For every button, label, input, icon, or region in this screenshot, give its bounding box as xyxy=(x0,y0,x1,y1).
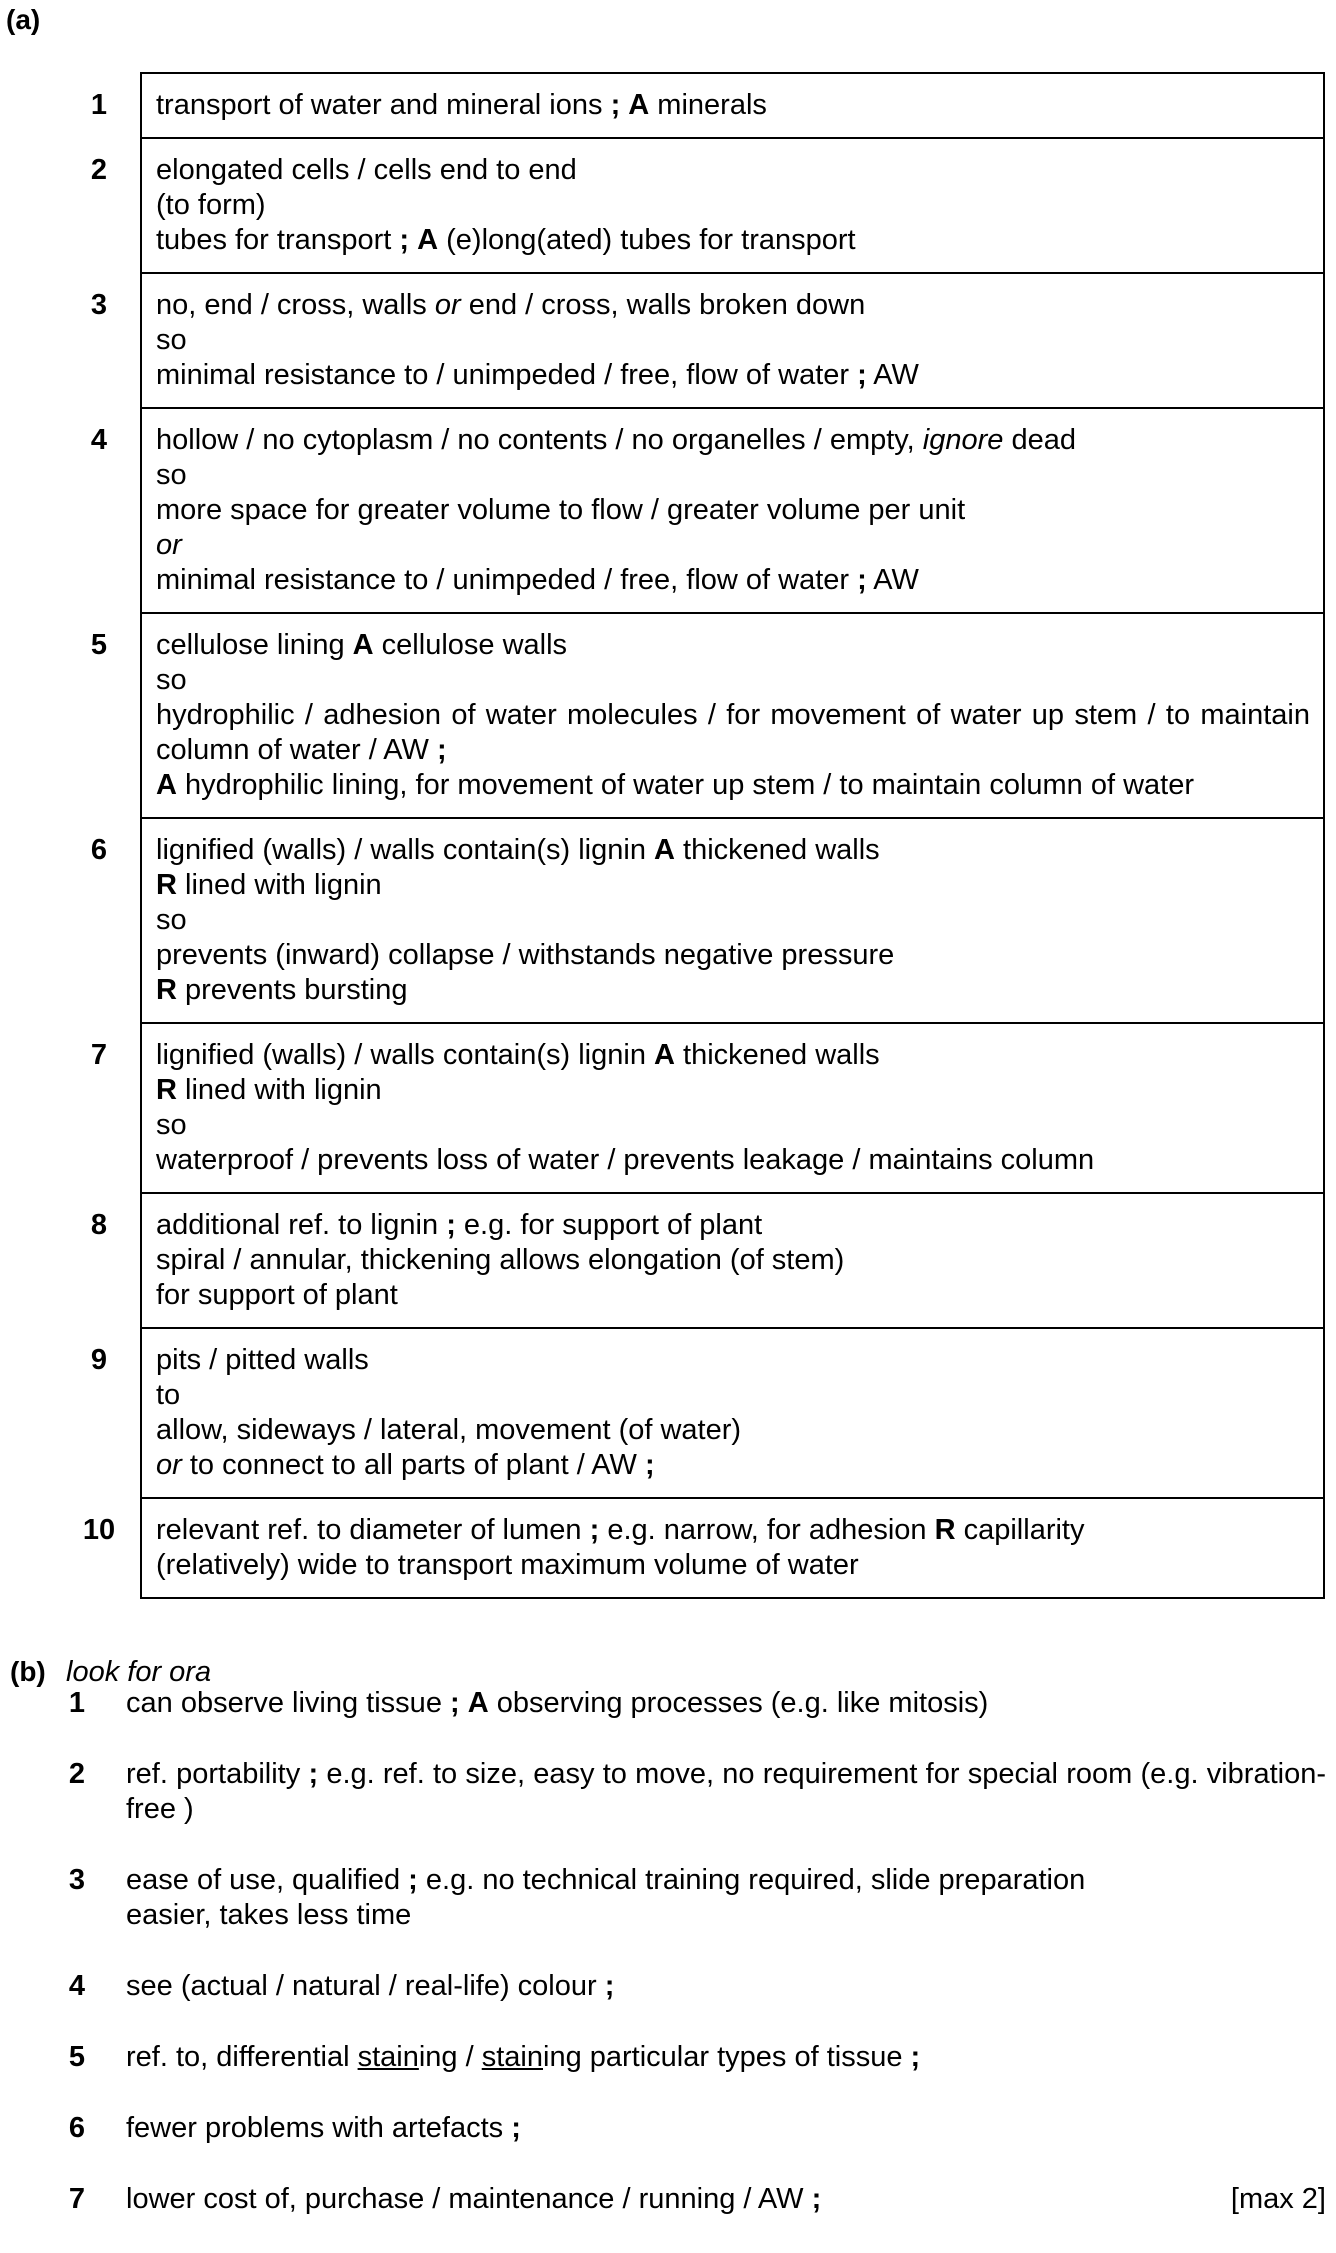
item-number: 4 xyxy=(68,1970,86,2002)
content-line: hydrophilic / adhesion of water molecules / for movement of water up stem / to maintain column of water / AW ; xyxy=(156,699,1310,766)
bold-marker: ; xyxy=(610,89,621,121)
content-line: allow, sideways / lateral, movement (of water) xyxy=(156,1414,742,1446)
list-item xyxy=(62,2040,1326,2075)
content-line: spiral / annular, thickening allows elongation (of stem) xyxy=(156,1244,845,1276)
content-line xyxy=(156,528,1310,563)
content-line: so xyxy=(156,904,187,936)
part-a-label: (a) xyxy=(6,4,41,35)
content-line: prevents (inward) collapse / withstands negative pressure xyxy=(156,939,895,971)
table-row xyxy=(58,138,1324,273)
table-row xyxy=(58,1328,1324,1498)
content-line: more space for greater volume to flow / greater volume per unit xyxy=(156,494,966,526)
content-line: so xyxy=(156,664,187,696)
bold-marker: A xyxy=(417,224,439,256)
mark-scheme-table xyxy=(58,72,1325,1599)
content-line: minimal resistance to / unimpeded / free, flow of water ; AW xyxy=(156,359,919,391)
content-line: cellulose lining A cellulose walls xyxy=(156,629,568,661)
row-number: 8 xyxy=(90,1209,108,1241)
list-item xyxy=(62,1686,1326,1721)
bold-marker: A xyxy=(352,629,374,661)
italic-term: or xyxy=(156,529,182,561)
row-content xyxy=(141,73,1324,138)
content-line: R prevents bursting xyxy=(156,974,408,1006)
row-number: 4 xyxy=(90,424,108,456)
content-line: minimal resistance to / unimpeded / free, flow of water ; AW xyxy=(156,564,919,596)
content-line: for support of plant xyxy=(156,1279,398,1311)
row-number: 5 xyxy=(90,629,108,661)
row-content xyxy=(141,1193,1324,1328)
list-item xyxy=(62,2111,1326,2146)
bold-marker: ; xyxy=(811,2183,822,2215)
table-row xyxy=(58,1023,1324,1193)
table-row xyxy=(58,408,1324,613)
bold-marker: ; xyxy=(399,224,410,256)
table-row xyxy=(58,1498,1324,1598)
list-item xyxy=(62,1863,1326,1933)
row-content xyxy=(141,1023,1324,1193)
list-item xyxy=(62,1969,1326,2004)
row-number: 9 xyxy=(90,1344,108,1376)
bold-marker: R xyxy=(156,974,177,1006)
bold-marker: R xyxy=(156,1074,177,1106)
part-b-label: (b) xyxy=(10,1656,46,1687)
bold-marker: A xyxy=(156,769,177,801)
bold-marker: ; xyxy=(436,734,447,766)
table-row xyxy=(58,73,1324,138)
row-number: 10 xyxy=(82,1514,116,1546)
row-content xyxy=(141,138,1324,273)
row-content xyxy=(141,1328,1324,1498)
table-row xyxy=(58,613,1324,818)
italic-term: ignore xyxy=(922,424,1004,456)
content-line: (relatively) wide to transport maximum volume of water xyxy=(156,1549,859,1581)
list-item xyxy=(62,1757,1326,1827)
item-text: can observe living tissue ; A observing processes (e.g. like mitosis) xyxy=(126,1687,989,1719)
item-number: 6 xyxy=(68,2112,86,2144)
bold-marker: ; xyxy=(308,1758,319,1790)
item-text: ref. portability ; e.g. ref. to size, easy to move, no requirement for special room (e.g. vibration-free ) xyxy=(126,1758,1326,1825)
content-line: or to connect to all parts of plant / AW ; xyxy=(156,1449,655,1481)
table-row xyxy=(58,1193,1324,1328)
row-number: 3 xyxy=(90,289,108,321)
bold-marker: A xyxy=(467,1687,489,1719)
underlined-text: stain xyxy=(357,2041,419,2073)
content-line: so xyxy=(156,324,187,356)
content-line: to xyxy=(156,1379,181,1411)
bold-marker: ; xyxy=(511,2112,521,2144)
item-number: 5 xyxy=(68,2041,86,2073)
row-number: 1 xyxy=(90,89,108,121)
bold-marker: ; xyxy=(644,1449,655,1481)
content-line: waterproof / prevents loss of water / prevents leakage / maintains column xyxy=(156,1144,1095,1176)
row-content xyxy=(141,613,1324,818)
content-line: lignified (walls) / walls contain(s) lignin A thickened walls xyxy=(156,834,880,866)
content-line: tubes for transport ; A (e)long(ated) tubes for transport xyxy=(156,224,856,256)
content-line: R lined with lignin xyxy=(156,1074,382,1106)
item-number: 7 xyxy=(68,2183,86,2215)
bold-marker: A xyxy=(628,89,650,121)
italic-term: or xyxy=(156,1449,182,1481)
item-text: lower cost of, purchase / maintenance / running / AW ; xyxy=(126,2183,822,2215)
bold-marker: A xyxy=(654,834,675,866)
content-line: relevant ref. to diameter of lumen ; e.g. narrow, for adhesion R capillarity xyxy=(156,1514,1085,1546)
content-line: no, end / cross, walls or end / cross, walls broken down xyxy=(156,289,866,321)
bold-marker: ; xyxy=(604,1970,615,2002)
row-content xyxy=(141,408,1324,613)
list-item xyxy=(62,2182,1326,2217)
item-number: 1 xyxy=(68,1687,86,1719)
item-number: 3 xyxy=(68,1864,86,1896)
mark-scheme-body xyxy=(58,73,1324,1598)
content-line: additional ref. to lignin ; e.g. for support of plant xyxy=(156,1209,763,1241)
bold-marker: ; xyxy=(408,1864,418,1896)
item-text: see (actual / natural / real-life) colour ; xyxy=(126,1970,615,2002)
bold-marker: ; xyxy=(857,564,867,596)
content-line: R lined with lignin xyxy=(156,869,382,901)
underlined-text: stain xyxy=(481,2041,543,2073)
row-content xyxy=(141,273,1324,408)
content-line: elongated cells / cells end to end xyxy=(156,154,577,186)
bold-marker: ; xyxy=(446,1209,456,1241)
max-mark: [max 2] xyxy=(1230,2183,1326,2215)
item-text: ref. to, differential staining / staining particular types of tissue ; xyxy=(126,2041,921,2073)
bold-marker: ; xyxy=(450,1687,460,1719)
part-b-heading: look for ora xyxy=(66,1656,212,1688)
table-row xyxy=(58,818,1324,1023)
bold-marker: R xyxy=(156,869,177,901)
item-text: fewer problems with artefacts ; xyxy=(126,2112,521,2144)
content-line: so xyxy=(156,459,187,491)
bold-marker: A xyxy=(654,1039,675,1071)
row-content xyxy=(141,1498,1324,1598)
table-row xyxy=(58,273,1324,408)
row-number: 2 xyxy=(90,154,108,186)
row-number: 6 xyxy=(90,834,108,866)
content-line: transport of water and mineral ions ; A minerals xyxy=(156,89,767,121)
row-number: 7 xyxy=(90,1039,108,1071)
content-line: pits / pitted walls xyxy=(156,1344,369,1376)
item-number: 2 xyxy=(68,1758,86,1790)
bold-marker: ; xyxy=(589,1514,600,1546)
content-line: A hydrophilic lining, for movement of water up stem / to maintain column of water xyxy=(156,769,1195,801)
row-content xyxy=(141,818,1324,1023)
italic-term: or xyxy=(434,289,461,321)
content-line: hollow / no cytoplasm / no contents / no organelles / empty, ignore dead xyxy=(156,424,1076,456)
bold-marker: R xyxy=(934,1514,956,1546)
content-line: lignified (walls) / walls contain(s) lignin A thickened walls xyxy=(156,1039,880,1071)
part-b-list xyxy=(62,1686,1326,2253)
content-line: (to form) xyxy=(156,189,266,221)
bold-marker: ; xyxy=(910,2041,921,2073)
item-text: ease of use, qualified ; e.g. no technical training required, slide preparation easier, takes less time xyxy=(126,1864,1086,1931)
bold-marker: ; xyxy=(857,359,867,391)
content-line: so xyxy=(156,1109,187,1141)
